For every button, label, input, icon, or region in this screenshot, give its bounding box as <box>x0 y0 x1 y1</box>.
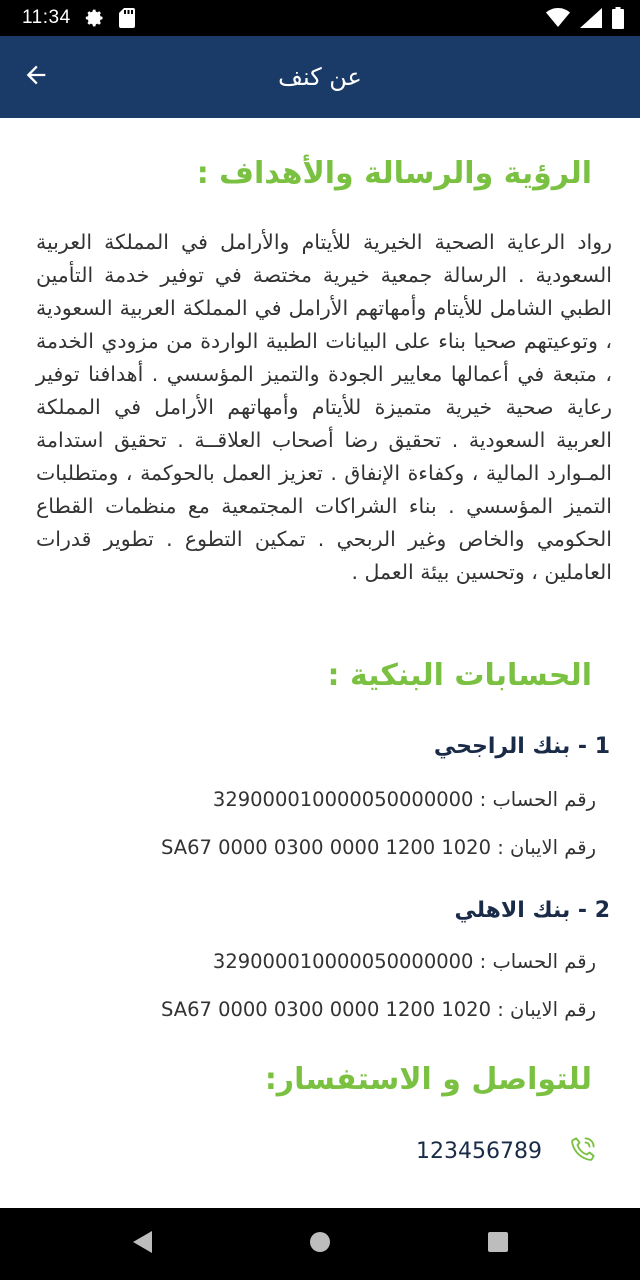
signal-icon <box>580 8 602 28</box>
nav-back-button[interactable] <box>126 1228 158 1260</box>
bank-account-row <box>30 788 596 811</box>
bank-iban-row <box>30 998 596 1021</box>
battery-icon <box>612 7 624 29</box>
contact-phone-row[interactable] <box>416 1134 598 1168</box>
page-title: عن كنف <box>278 63 362 91</box>
bank-name-ahli: 2 - بنك الاهلي <box>454 898 610 923</box>
iban-value[interactable]: SA67 0000 0300 0000 1200 1020 <box>160 836 491 859</box>
bank-accounts-heading: الحسابات البنكية : <box>327 658 592 693</box>
vision-paragraph: رواد الرعاية الصحية الخيرية للأيتام والأرامل في المملكة العربية السعودية . الرسالة جمعية خيرية مختصة في توفير خدمة التأمين الطبي الشامل للأيتام وأمهاتهم الأرامل في المملكة العربية السعودية ، وتوعيتهم صحيا بناء على البيانات الطبية الواردة من مزودي الخدمة ، متبعة في أعمالها معايير الجودة والتميز المؤسسي . أهدافنا توفير رعاية صحية خيرية متميزة للأيتام وأمهاتهم الأرامل في المملكة العربية السعودية . تحقيق رضا أصحاب العلاقــة . تحقيق استدامة المـوارد المالية ، وكفاءة الإنفاق . تعزيز العمل بالحوكمة ، ومتطلبات التميز المؤسسي . بناء الشراكات المجتمعية مع منظمات القطاع الحكومي والخاص وغير الربحي . تمكين التطوع . تطوير قدرات العاملين ، وتحسين بيئة العمل . <box>36 230 612 584</box>
nav-recents-button[interactable] <box>482 1228 514 1260</box>
account-label: رقم الحساب : <box>479 950 596 973</box>
account-value[interactable]: 329000010000050000000 <box>212 950 474 973</box>
nav-home-button[interactable] <box>304 1228 336 1260</box>
phone-number[interactable]: 123456789 <box>416 1138 542 1164</box>
status-bar <box>0 0 640 36</box>
sd-card-icon <box>119 8 135 28</box>
wifi-icon <box>546 8 570 28</box>
main-content[interactable] <box>0 118 640 1208</box>
iban-value[interactable]: SA67 0000 0300 0000 1200 1020 <box>160 998 491 1021</box>
app-bar <box>0 36 640 118</box>
circle-home-icon <box>309 1231 331 1257</box>
contact-heading: للتواصل و الاستفسار: <box>264 1062 592 1097</box>
gear-icon <box>85 8 105 28</box>
bank-iban-row <box>30 836 596 859</box>
status-time: 11:34 <box>22 7 71 28</box>
bank-name-rajhi: 1 - بنك الراجحي <box>433 734 610 759</box>
bank-account-row <box>30 950 596 973</box>
triangle-back-icon <box>130 1229 154 1259</box>
iban-label: رقم الايبان : <box>497 998 596 1021</box>
account-label: رقم الحساب : <box>479 788 596 811</box>
iban-label: رقم الايبان : <box>497 836 596 859</box>
phone-icon[interactable] <box>568 1134 598 1168</box>
square-recents-icon <box>487 1231 509 1257</box>
navigation-bar <box>0 1208 640 1280</box>
account-value[interactable]: 329000010000050000000 <box>212 788 474 811</box>
vision-heading: الرؤية والرسالة والأهداف : <box>196 156 592 191</box>
